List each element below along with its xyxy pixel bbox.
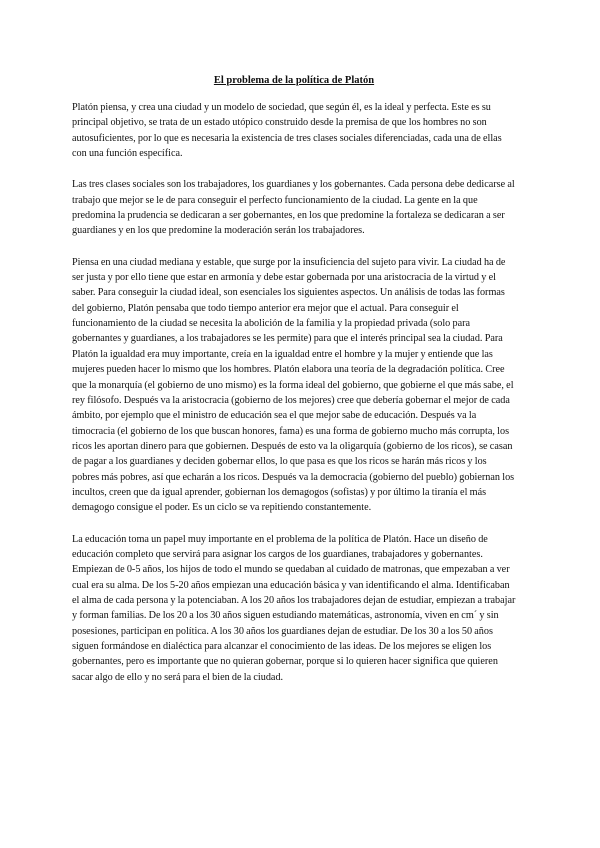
paragraph-intro: Platón piensa, y crea una ciudad y un modelo de sociedad, que según él, es la ideal y perfecta. Este es su principal objetivo, se trata de un estado utópico construido desde la premisa de que los hombres no son autosuficientes, por lo que es necesaria la existencia de tres clases sociales diferenciadas, cada una de ellas con una función específica.: [72, 102, 502, 160]
paragraph-ideal-city: Piensa en una ciudad mediana y estable, que surge por la insuficiencia del sujeto para vivir. La ciudad ha de ser justa y por ello tiene que estar en armonía y debe estar gobernada por una aristocracia de la virtud y el saber. Para conseguir la ciudad ideal, son esenciales los siguientes aspectos. Un análisis de todas las formas del gobierno, Platón pensaba que todo tiempo anterior era mejor que el actual. Para conseguir el funcionamiento de la ciudad se necesita la abolición de la familia y la propiedad privada (solo para gobernantes y guardianes, a los trabajadores se les permite) para que el interés principal sea la ciudad. Para Platón la igualdad era muy importante, creía en la igualdad entre el hombre y la mujer y entiende que las mujeres pueden hacer lo mismo que los hombres. Platón elabora una teoría de la degradación política. Cree que la monarquía (el gobierno de uno mismo) es la forma ideal del gobierno, que gobierne el que más sabe, el rey filósofo. Después va la aristocracia (gobierno de los mejores) cree que debería gobernar el mejor de cada ámbito, por ejemplo que el ministro de educación sea el que mejor sabe de educación. Después va la timocracia (el gobierno de los que buscan honores, fama) es una forma de gobierno mucho más corrupta, los ricos les aportan dinero para que gobiernen. Después de esto va la oligarquía (gobierno de los ricos), se casan de pagar a los guardianes y deciden gobernar ellos, lo que pasa es que los ricos se harán más ricos y los pobres más pobres, así que echarán a los ricos. Después va la democracia (gobierno del pueblo) gobiernan los incultos, creen que da igual aprender, gobiernan los demagogos (sofistas) y por último la tiranía el más demagogo consigue el poder. Es un ciclo se va repitiendo constantemente.: [72, 256, 515, 514]
document-title: El problema de la política de Platón: [213, 75, 375, 86]
paragraph-social-classes: Las tres clases sociales son los trabajadores, los guardianes y los gobernantes. Cada persona debe dedicarse al trabajo que mejor se le de para conseguir el perfecto funcionamiento de la ciudad. La gente en la que predomina la prudencia se dedicaran a ser gobernantes, en los que predomine la fortaleza se dedicaran a ser guardianes y en los que predomine la moderación serán los trabajadores.: [72, 179, 515, 237]
paragraph-education: La educación toma un papel muy importante en el problema de la política de Platón. Hace un diseño de educación completo que servirá para asignar los cargos de los guardianes, trabajadores y gobernantes. Empiezan de 0-5 años, los hijos de todo el mundo se quedaban al cuidado de matronas, que empezaban a ver cual era su alma. De los 5-20 años empiezan una educación básica y van identificando el alma. Identificaban el alma de cada persona y la potenciaban. A los 20 años los trabajadores dejan de estudiar, empiezan a trabajar y forman familias. De los 20 a los 30 años siguen estudiando matemáticas, astronomía, viven en cm´ y sin posesiones, participan en política. A los 30 años los guardianes dejan de estudiar. De los 30 a los 50 años siguen formándose en dialéctica para alcanzar el conocimiento de las ideas. De los mejores se eligen los gobernantes, pero es importante que no quieran gobernar, porque si lo quieren hacer significa que quieren sacar algo de ello y no será para el bien de la ciudad.: [72, 533, 516, 683]
